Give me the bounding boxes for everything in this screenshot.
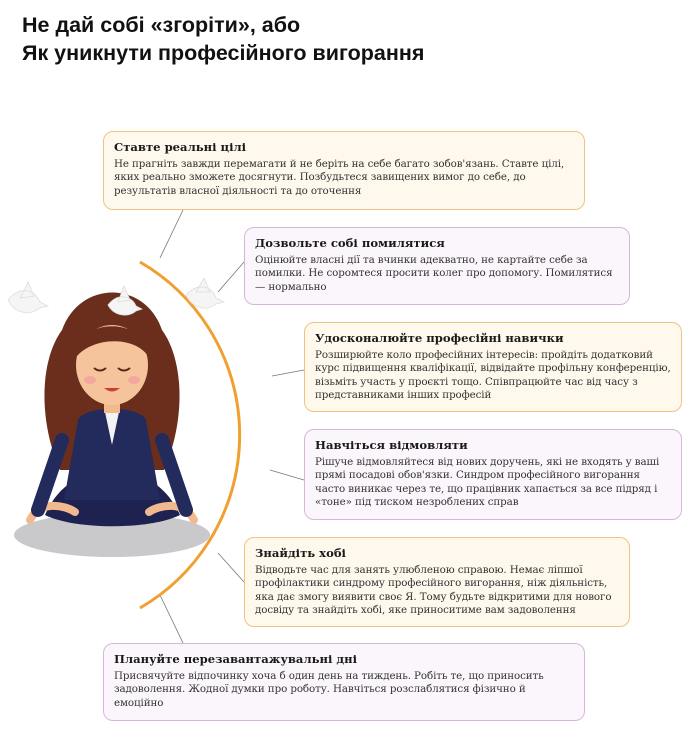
tip-text: Оцінюйте власні дії та вчинки адекватно, не картайте себе за помилки. Не соромтеся просити колег про допомогу. Помилятися — нормально bbox=[255, 254, 613, 293]
tip-card-find-hobby bbox=[244, 537, 630, 627]
tip-text: Не прагніть завжди перемагати й не беріть на себе багато зобов'язань. Ставте цілі, яких реально зможете досягнути. Позбудьтеся завищених вимог до себе, до результатів власної діяльності та до оточення bbox=[114, 158, 565, 197]
tip-title: Плануйте перезавантажувальні дні bbox=[114, 652, 358, 666]
tip-card-learn-to-refuse bbox=[304, 429, 682, 520]
tip-title: Знайдіть хобі bbox=[255, 546, 346, 560]
tip-title: Ставте реальні цілі bbox=[114, 140, 247, 154]
tip-text: Присвячуйте відпочинку хоча б один день на тиждень. Робіть те, що приносить задоволення. Жодної думки про роботу. Навчіться розслаблятися фізично й емоційно bbox=[114, 670, 544, 709]
tip-title: Дозвольте собі помилятися bbox=[255, 236, 445, 250]
tip-text: Відводьте час для занять улюбленою справою. Немає ліпшої профілактики синдрому професійного вигорання, ніж діяльність, яка дає змогу виявити своє Я. Тому будьте відкритими для нового досвіду та знайдіть хобі, яке приноситиме вам задоволення bbox=[255, 564, 612, 617]
tip-card-allow-mistakes bbox=[244, 227, 630, 305]
tip-text: Рішуче відмовляйтеся від нових доручень, які не входять у ваші прямі посадові обов'язки. Синдром професійного вигорання часто виникає через те, що працівник хапається за все підряд і «тоне» під тиском незроблених справ bbox=[315, 456, 660, 509]
meditating-woman-icon bbox=[30, 293, 194, 527]
tip-card-improve-skills bbox=[304, 322, 682, 412]
tip-card-realistic-goals bbox=[103, 131, 585, 210]
tip-title: Удосконалюйте професійні навички bbox=[315, 331, 564, 345]
tip-title: Навчіться відмовляти bbox=[315, 438, 468, 452]
tip-card-reboot-days bbox=[103, 643, 585, 721]
title-line-1: Не дай собі «згоріти», або bbox=[22, 13, 301, 37]
title-line-2: Як уникнути професійного вигорання bbox=[22, 41, 425, 65]
tip-text: Розширюйте коло професійних інтересів: пройдіть додатковий курс підвищення кваліфікації, відвідайте профільну конференцію, візьміть участь у проєкті тощо. Співпрацюйте час від часу з представниками інших професій bbox=[315, 349, 671, 402]
dove-icon bbox=[8, 282, 48, 313]
